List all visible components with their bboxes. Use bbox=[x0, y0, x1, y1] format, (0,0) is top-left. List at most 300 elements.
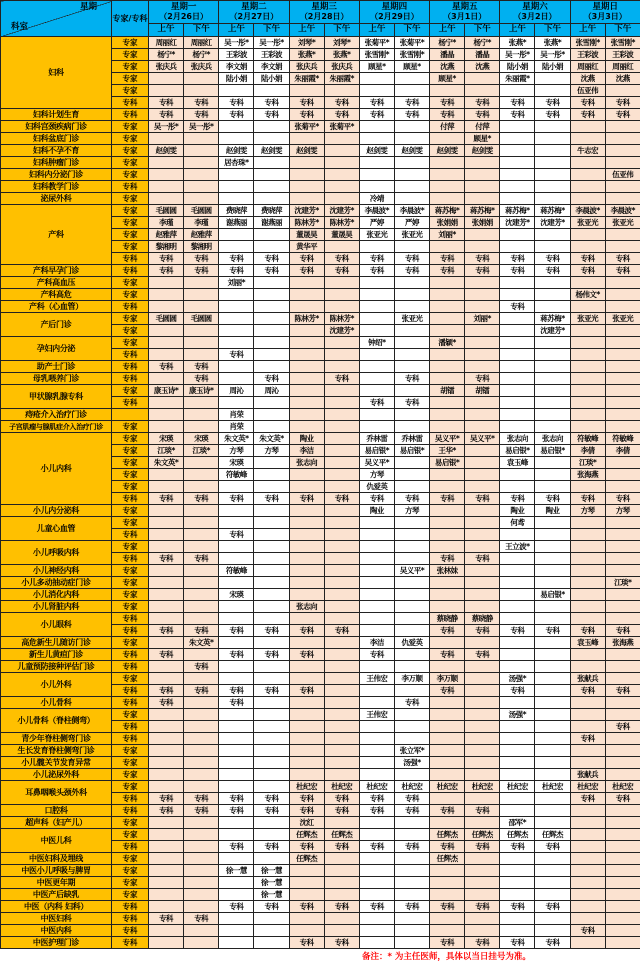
schedule-cell bbox=[605, 181, 640, 193]
dept-label: 甲状腺乳腺专科 bbox=[1, 385, 112, 409]
schedule-cell bbox=[394, 529, 429, 541]
row-type-label: 专家 bbox=[112, 49, 149, 61]
schedule-cell: 专科 bbox=[289, 937, 324, 949]
schedule-cell bbox=[570, 577, 605, 589]
schedule-row bbox=[1, 925, 640, 937]
schedule-cell bbox=[149, 505, 184, 517]
schedule-cell: 专科 bbox=[184, 553, 219, 565]
schedule-cell bbox=[184, 457, 219, 469]
schedule-cell bbox=[465, 361, 500, 373]
schedule-cell bbox=[465, 169, 500, 181]
schedule-cell bbox=[535, 193, 570, 205]
schedule-cell: 任辉杰 bbox=[289, 829, 324, 841]
schedule-cell: 张亚光 bbox=[394, 229, 429, 241]
schedule-cell bbox=[465, 301, 500, 313]
schedule-cell bbox=[219, 709, 254, 721]
dept-label: 妇科宫颈疾病门诊 bbox=[1, 121, 112, 133]
row-type-label: 专家 bbox=[112, 829, 149, 841]
schedule-cell bbox=[359, 241, 394, 253]
schedule-cell bbox=[605, 589, 640, 601]
schedule-cell: 张亚光 bbox=[394, 313, 429, 325]
schedule-cell: 袁玉峰 bbox=[570, 637, 605, 649]
schedule-cell bbox=[289, 565, 324, 577]
schedule-cell: 杨宁* bbox=[465, 37, 500, 49]
schedule-cell bbox=[289, 613, 324, 625]
schedule-row bbox=[1, 757, 640, 769]
schedule-cell bbox=[394, 661, 429, 673]
schedule-cell bbox=[465, 733, 500, 745]
schedule-cell bbox=[570, 241, 605, 253]
schedule-cell bbox=[535, 553, 570, 565]
schedule-cell bbox=[149, 529, 184, 541]
schedule-cell: 易启银* bbox=[535, 445, 570, 457]
row-type-label: 专家 bbox=[112, 445, 149, 457]
schedule-cell bbox=[219, 829, 254, 841]
schedule-cell bbox=[500, 481, 535, 493]
schedule-cell: 沈燕 bbox=[430, 61, 465, 73]
schedule-cell bbox=[570, 601, 605, 613]
schedule-cell bbox=[465, 853, 500, 865]
schedule-cell bbox=[149, 853, 184, 865]
dept-label: 孕妇内分泌 bbox=[1, 337, 112, 361]
schedule-cell bbox=[359, 301, 394, 313]
schedule-cell bbox=[605, 673, 640, 685]
schedule-cell bbox=[219, 781, 254, 793]
schedule-cell bbox=[184, 181, 219, 193]
schedule-cell bbox=[359, 385, 394, 397]
dept-label: 小儿呼吸内科 bbox=[1, 541, 112, 565]
schedule-cell: 吴一彤* bbox=[500, 49, 535, 61]
schedule-cell bbox=[394, 73, 429, 85]
schedule-cell: 董晟昊 bbox=[324, 229, 359, 241]
dept-label: 产科（心血管） bbox=[1, 301, 112, 313]
schedule-cell bbox=[605, 733, 640, 745]
schedule-cell bbox=[289, 637, 324, 649]
schedule-cell bbox=[570, 721, 605, 733]
schedule-cell bbox=[324, 241, 359, 253]
schedule-cell: 赵剑雯 bbox=[465, 145, 500, 157]
schedule-cell: 周沁 bbox=[254, 385, 289, 397]
schedule-cell bbox=[149, 901, 184, 913]
schedule-cell bbox=[219, 241, 254, 253]
row-type-label: 专家 bbox=[112, 385, 149, 397]
schedule-cell: 专科 bbox=[605, 685, 640, 697]
schedule-cell bbox=[219, 553, 254, 565]
schedule-cell bbox=[324, 337, 359, 349]
schedule-cell: 专科 bbox=[465, 901, 500, 913]
schedule-cell: 毛圆圆 bbox=[184, 205, 219, 217]
schedule-cell bbox=[289, 325, 324, 337]
schedule-cell bbox=[324, 145, 359, 157]
schedule-cell bbox=[359, 541, 394, 553]
schedule-cell bbox=[184, 193, 219, 205]
schedule-row bbox=[1, 133, 640, 145]
schedule-cell: 张庆兵 bbox=[149, 61, 184, 73]
schedule-cell: 专科 bbox=[289, 625, 324, 637]
schedule-cell: 易启银* bbox=[430, 457, 465, 469]
schedule-cell: 专科 bbox=[254, 625, 289, 637]
day-date: （2月28日） bbox=[290, 12, 359, 21]
row-type-label: 专家 bbox=[112, 37, 149, 49]
schedule-cell bbox=[149, 709, 184, 721]
schedule-cell bbox=[324, 925, 359, 937]
schedule-cell bbox=[500, 721, 535, 733]
schedule-cell: 吴义平* bbox=[394, 565, 429, 577]
schedule-cell: 赵剑雯 bbox=[289, 145, 324, 157]
row-type-label: 专家 bbox=[112, 121, 149, 133]
schedule-cell bbox=[500, 421, 535, 433]
schedule-cell: 易启银* bbox=[359, 445, 394, 457]
schedule-cell bbox=[324, 397, 359, 409]
schedule-cell bbox=[605, 289, 640, 301]
schedule-cell bbox=[289, 877, 324, 889]
schedule-cell bbox=[254, 421, 289, 433]
schedule-cell bbox=[254, 133, 289, 145]
schedule-cell: 李倩 bbox=[570, 445, 605, 457]
schedule-cell: 专科 bbox=[254, 841, 289, 853]
schedule-cell bbox=[394, 481, 429, 493]
schedule-cell bbox=[359, 565, 394, 577]
schedule-cell bbox=[430, 169, 465, 181]
schedule-cell bbox=[500, 853, 535, 865]
schedule-cell: 张亚光 bbox=[605, 313, 640, 325]
schedule-row bbox=[1, 769, 640, 781]
schedule-cell bbox=[430, 409, 465, 421]
schedule-cell: 刘丽* bbox=[430, 229, 465, 241]
schedule-cell bbox=[184, 337, 219, 349]
schedule-cell: 张亚光 bbox=[359, 229, 394, 241]
schedule-cell bbox=[605, 157, 640, 169]
schedule-cell bbox=[465, 745, 500, 757]
schedule-cell: 专科 bbox=[324, 805, 359, 817]
row-type-label: 专家 bbox=[112, 745, 149, 757]
schedule-cell: 专科 bbox=[465, 253, 500, 265]
schedule-cell: 王彩波 bbox=[254, 49, 289, 61]
schedule-cell: 黄华平 bbox=[289, 241, 324, 253]
schedule-cell bbox=[394, 721, 429, 733]
schedule-cell: 朱丽霞* bbox=[500, 73, 535, 85]
schedule-cell bbox=[465, 709, 500, 721]
schedule-cell bbox=[465, 769, 500, 781]
schedule-cell: 杜纪宏 bbox=[359, 781, 394, 793]
schedule-row bbox=[1, 649, 640, 661]
schedule-cell: 伍亚伟 bbox=[570, 85, 605, 97]
schedule-cell: 专科 bbox=[254, 901, 289, 913]
schedule-cell bbox=[394, 421, 429, 433]
schedule-cell bbox=[254, 337, 289, 349]
schedule-cell: 专科 bbox=[394, 265, 429, 277]
schedule-cell bbox=[605, 553, 640, 565]
schedule-cell bbox=[535, 637, 570, 649]
dept-label: 小儿内分泌科 bbox=[1, 505, 112, 517]
pm-header-mon: 下午 bbox=[184, 24, 219, 37]
footnote: 备注：* 为主任医师，具体以当日挂号为准。 bbox=[362, 950, 640, 962]
row-type-label: 专家 bbox=[112, 337, 149, 349]
schedule-cell bbox=[289, 289, 324, 301]
schedule-cell bbox=[289, 157, 324, 169]
schedule-cell: 专科 bbox=[605, 793, 640, 805]
schedule-cell bbox=[465, 721, 500, 733]
schedule-cell: 赵剑雯 bbox=[149, 145, 184, 157]
schedule-cell: 专科 bbox=[535, 109, 570, 121]
schedule-cell bbox=[394, 469, 429, 481]
schedule-cell bbox=[535, 757, 570, 769]
schedule-cell bbox=[324, 517, 359, 529]
schedule-cell: 周丽红 bbox=[570, 61, 605, 73]
schedule-cell: 专科 bbox=[184, 253, 219, 265]
schedule-cell: 李文娟 bbox=[254, 61, 289, 73]
schedule-cell bbox=[570, 613, 605, 625]
row-type-label: 专科 bbox=[112, 529, 149, 541]
schedule-cell: 专科 bbox=[430, 649, 465, 661]
schedule-cell bbox=[219, 361, 254, 373]
schedule-cell bbox=[535, 337, 570, 349]
schedule-cell bbox=[430, 373, 465, 385]
schedule-cell bbox=[500, 925, 535, 937]
schedule-cell: 专科 bbox=[184, 373, 219, 385]
day-header-tue bbox=[219, 1, 289, 24]
schedule-cell: 严婷 bbox=[359, 217, 394, 229]
schedule-cell: 杜纪宏 bbox=[500, 781, 535, 793]
schedule-cell: 专科 bbox=[219, 529, 254, 541]
schedule-cell bbox=[184, 697, 219, 709]
day-date: （3月3日） bbox=[571, 12, 640, 21]
schedule-cell bbox=[324, 421, 359, 433]
corner-week-label: 星期 bbox=[80, 3, 97, 13]
schedule-cell bbox=[184, 877, 219, 889]
schedule-cell bbox=[465, 529, 500, 541]
schedule-cell: 张献兵 bbox=[570, 769, 605, 781]
schedule-cell bbox=[500, 733, 535, 745]
schedule-cell bbox=[149, 577, 184, 589]
schedule-cell: 张燕* bbox=[500, 37, 535, 49]
schedule-cell: 张菊平* bbox=[324, 121, 359, 133]
schedule-cell bbox=[219, 937, 254, 949]
schedule-cell bbox=[184, 853, 219, 865]
schedule-cell bbox=[500, 805, 535, 817]
schedule-cell: 专科 bbox=[149, 805, 184, 817]
day-name: 星期四 bbox=[360, 3, 429, 13]
schedule-cell: 邵军* bbox=[500, 817, 535, 829]
schedule-cell: 符敏峰 bbox=[570, 433, 605, 445]
schedule-cell bbox=[465, 181, 500, 193]
schedule-cell: 李倩 bbox=[605, 445, 640, 457]
schedule-cell: 徐一慧 bbox=[254, 865, 289, 877]
schedule-cell bbox=[219, 853, 254, 865]
schedule-cell bbox=[254, 301, 289, 313]
schedule-cell: 方琴 bbox=[394, 505, 429, 517]
schedule-cell bbox=[359, 757, 394, 769]
schedule-cell: 朱丽霞* bbox=[324, 73, 359, 85]
schedule-cell: 杨宁* bbox=[430, 37, 465, 49]
schedule-cell bbox=[605, 937, 640, 949]
schedule-cell: 方琴 bbox=[219, 445, 254, 457]
schedule-cell bbox=[149, 169, 184, 181]
schedule-cell bbox=[254, 409, 289, 421]
schedule-cell: 张燕* bbox=[324, 49, 359, 61]
schedule-cell: 专科 bbox=[359, 109, 394, 121]
day-date: （3月2日） bbox=[500, 12, 569, 21]
row-type-label: 专家 bbox=[112, 469, 149, 481]
schedule-cell: 专科 bbox=[359, 493, 394, 505]
schedule-cell: 专科 bbox=[394, 805, 429, 817]
schedule-cell: 方琴 bbox=[254, 445, 289, 457]
schedule-cell bbox=[324, 853, 359, 865]
schedule-cell bbox=[254, 481, 289, 493]
schedule-cell bbox=[500, 577, 535, 589]
schedule-cell: 张庆兵 bbox=[324, 61, 359, 73]
schedule-cell bbox=[254, 457, 289, 469]
schedule-cell: 专科 bbox=[149, 697, 184, 709]
schedule-cell: 蒋苏梅* bbox=[430, 205, 465, 217]
schedule-cell: 钟绍* bbox=[359, 337, 394, 349]
schedule-cell bbox=[254, 829, 289, 841]
schedule-cell bbox=[254, 85, 289, 97]
schedule-cell bbox=[465, 661, 500, 673]
schedule-cell: 专科 bbox=[500, 685, 535, 697]
row-type-label: 专科 bbox=[112, 553, 149, 565]
schedule-cell bbox=[430, 505, 465, 517]
schedule-cell bbox=[149, 481, 184, 493]
schedule-cell: 顾星* bbox=[394, 61, 429, 73]
schedule-cell bbox=[184, 469, 219, 481]
schedule-cell bbox=[500, 373, 535, 385]
schedule-cell: 沈建芳* bbox=[324, 205, 359, 217]
row-type-label: 专家 bbox=[112, 85, 149, 97]
schedule-cell bbox=[254, 289, 289, 301]
schedule-cell bbox=[219, 817, 254, 829]
schedule-cell bbox=[535, 529, 570, 541]
dept-label: 妇科盆底门诊 bbox=[1, 133, 112, 145]
schedule-cell: 专科 bbox=[535, 265, 570, 277]
schedule-cell bbox=[535, 181, 570, 193]
dept-label: 中医儿科 bbox=[1, 829, 112, 853]
schedule-cell: 专科 bbox=[394, 901, 429, 913]
schedule-cell bbox=[324, 181, 359, 193]
schedule-cell bbox=[535, 565, 570, 577]
schedule-cell: 李洁 bbox=[289, 445, 324, 457]
schedule-cell bbox=[219, 721, 254, 733]
schedule-cell bbox=[605, 481, 640, 493]
schedule-cell: 专科 bbox=[184, 265, 219, 277]
pm-header-sat: 下午 bbox=[535, 24, 570, 37]
schedule-cell bbox=[535, 85, 570, 97]
schedule-cell bbox=[430, 925, 465, 937]
schedule-cell bbox=[500, 181, 535, 193]
schedule-cell bbox=[219, 733, 254, 745]
schedule-cell: 赵剑雯 bbox=[219, 145, 254, 157]
schedule-cell bbox=[570, 829, 605, 841]
row-type-label: 专科 bbox=[112, 97, 149, 109]
dept-label: 口腔科 bbox=[1, 805, 112, 817]
schedule-cell bbox=[570, 877, 605, 889]
schedule-cell: 朱丽霞* bbox=[289, 73, 324, 85]
schedule-cell bbox=[289, 193, 324, 205]
schedule-cell: 专科 bbox=[570, 793, 605, 805]
schedule-cell: 专科 bbox=[570, 109, 605, 121]
dept-label: 助产士门诊 bbox=[1, 361, 112, 373]
schedule-cell bbox=[394, 649, 429, 661]
schedule-cell bbox=[324, 169, 359, 181]
schedule-cell bbox=[359, 157, 394, 169]
schedule-cell bbox=[570, 133, 605, 145]
schedule-cell: 王彩波 bbox=[605, 49, 640, 61]
schedule-cell bbox=[359, 277, 394, 289]
schedule-cell: 专科 bbox=[465, 493, 500, 505]
day-name: 星期五 bbox=[430, 3, 499, 13]
schedule-cell bbox=[359, 853, 394, 865]
schedule-cell: 专科 bbox=[149, 109, 184, 121]
row-type-label: 专科 bbox=[112, 649, 149, 661]
schedule-cell bbox=[500, 613, 535, 625]
schedule-cell: 专科 bbox=[219, 685, 254, 697]
schedule-cell bbox=[149, 637, 184, 649]
schedule-cell bbox=[570, 325, 605, 337]
schedule-cell: 杨伟文* bbox=[570, 289, 605, 301]
schedule-cell bbox=[500, 325, 535, 337]
schedule-cell bbox=[605, 709, 640, 721]
schedule-row bbox=[1, 589, 640, 601]
schedule-cell: 专科 bbox=[219, 349, 254, 361]
schedule-cell bbox=[500, 193, 535, 205]
schedule-cell: 专科 bbox=[289, 97, 324, 109]
schedule-cell: 专科 bbox=[359, 265, 394, 277]
schedule-cell bbox=[465, 337, 500, 349]
schedule-cell: 张亚光 bbox=[570, 217, 605, 229]
schedule-cell bbox=[219, 505, 254, 517]
schedule-cell: 专科 bbox=[430, 109, 465, 121]
schedule-cell bbox=[254, 937, 289, 949]
schedule-cell bbox=[149, 673, 184, 685]
schedule-cell bbox=[605, 565, 640, 577]
schedule-cell bbox=[254, 733, 289, 745]
schedule-cell bbox=[430, 133, 465, 145]
row-type-label: 专科 bbox=[112, 901, 149, 913]
schedule-cell bbox=[254, 541, 289, 553]
schedule-cell: 沈建芳* bbox=[324, 325, 359, 337]
schedule-cell bbox=[605, 541, 640, 553]
schedule-cell bbox=[254, 361, 289, 373]
schedule-cell bbox=[465, 925, 500, 937]
schedule-cell bbox=[184, 301, 219, 313]
schedule-cell bbox=[149, 301, 184, 313]
schedule-cell bbox=[570, 805, 605, 817]
schedule-cell bbox=[535, 289, 570, 301]
schedule-cell bbox=[500, 313, 535, 325]
schedule-cell: 方琴 bbox=[605, 505, 640, 517]
schedule-cell bbox=[324, 721, 359, 733]
schedule-cell bbox=[184, 745, 219, 757]
schedule-cell bbox=[254, 277, 289, 289]
schedule-cell bbox=[500, 169, 535, 181]
schedule-cell: 吴义平* bbox=[430, 433, 465, 445]
schedule-cell bbox=[430, 241, 465, 253]
schedule-cell bbox=[254, 325, 289, 337]
schedule-cell bbox=[289, 697, 324, 709]
schedule-cell: 蒋苏梅* bbox=[535, 205, 570, 217]
schedule-cell bbox=[465, 397, 500, 409]
schedule-cell: 李晨波* bbox=[605, 205, 640, 217]
schedule-cell bbox=[394, 889, 429, 901]
schedule-cell: 专科 bbox=[465, 625, 500, 637]
schedule-cell bbox=[254, 565, 289, 577]
schedule-cell bbox=[149, 421, 184, 433]
schedule-cell bbox=[289, 553, 324, 565]
schedule-cell: 陈林芳* bbox=[324, 313, 359, 325]
row-type-label: 专科 bbox=[112, 661, 149, 673]
schedule-row bbox=[1, 277, 640, 289]
schedule-cell: 专科 bbox=[500, 253, 535, 265]
